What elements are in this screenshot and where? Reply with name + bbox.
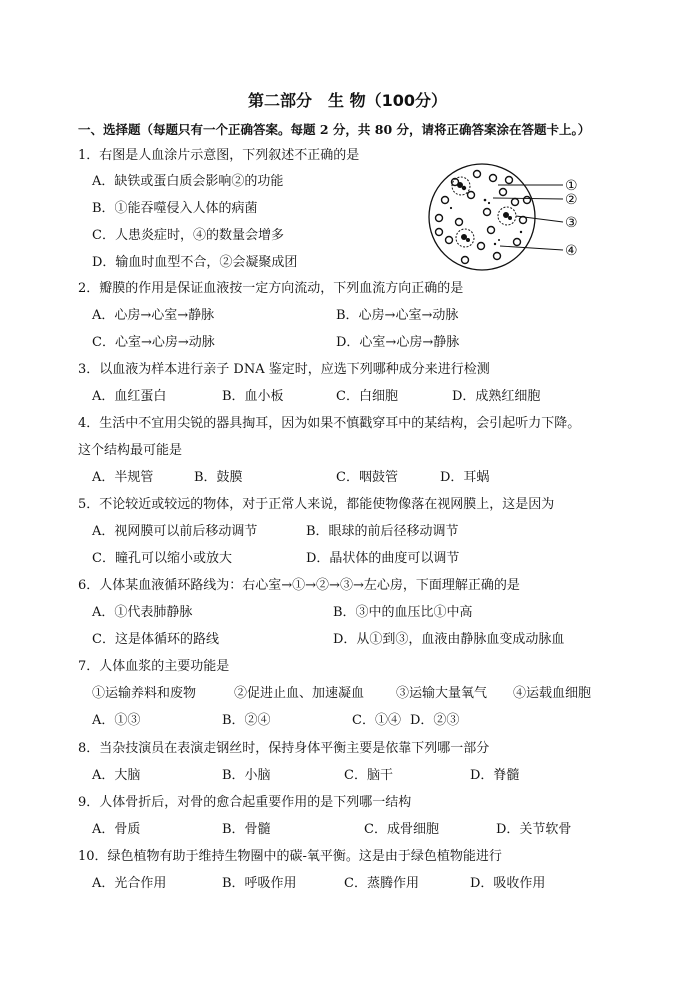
question-7-option-a: A．①③ [92, 713, 141, 728]
question-8-option-d: D．脊髓 [470, 768, 520, 783]
question-8-option-c: C．脑干 [344, 768, 393, 783]
question-10-option-a: A．光合作用 [92, 876, 167, 891]
figure-label-4: ④ [565, 243, 578, 259]
question-1-option-b: B．①能吞噬侵入人体的病菌 [92, 201, 258, 216]
figure-label-2: ② [565, 192, 578, 208]
question-9-option-a: A．骨质 [92, 822, 141, 837]
question-9-stem: 9．人体骨折后，对骨的愈合起重要作用的是下列哪一结构 [78, 795, 412, 810]
question-10-option-b: B．呼吸作用 [222, 876, 297, 891]
question-10-option-c: C．蒸腾作用 [344, 876, 419, 891]
question-7-item-1: ①运输养料和废物 [92, 686, 197, 701]
question-3-option-c: C．白细胞 [336, 389, 398, 404]
question-4-option-a: A．半规管 [92, 470, 154, 485]
question-7-option-b: B．②④ [222, 713, 271, 728]
question-3-option-b: B．血小板 [222, 389, 284, 404]
section-instructions: 一、选择题（每题只有一个正确答案。每题 2 分，共 80 分，请将正确答案涂在答题卡上。） [78, 122, 591, 137]
question-6-option-d: D．从①到③，血液由静脉血变成动脉血 [333, 632, 565, 647]
question-1-stem: 1．右图是人血涂片示意图，下列叙述不正确的是 [78, 148, 360, 163]
question-9-option-c: C．成骨细胞 [364, 822, 439, 837]
figure-label-1: ① [565, 178, 578, 194]
question-7-item-3: ③运输大量氧气 [396, 686, 488, 701]
question-6-option-c: C．这是体循环的路线 [92, 632, 219, 647]
question-4-option-d: D．耳蜗 [440, 470, 490, 485]
question-2-option-b: B．心房→心室→动脉 [336, 308, 459, 323]
question-5-option-b: B．眼球的前后径移动调节 [306, 524, 459, 539]
page-title: 第二部分 生 物（100分） [248, 91, 447, 110]
question-6-option-b: B．③中的血压比①中高 [333, 605, 473, 620]
question-10-stem: 10．绿色植物有助于维持生物圈中的碳-氧平衡。这是由于绿色植物能进行 [78, 849, 502, 864]
question-3-option-a: A．血红蛋白 [92, 389, 167, 404]
question-4-stem: 4．生活中不宜用尖锐的器具掏耳，因为如果不慎戳穿耳中的某结构，会引起听力下降。 [78, 416, 581, 431]
question-7-stem: 7．人体血浆的主要功能是 [78, 659, 230, 674]
question-4-stem-cont: 这个结构最可能是 [78, 443, 183, 458]
question-7-option-c: C．①④ [352, 713, 401, 728]
question-1-option-d: D．输血时血型不合，②会凝聚成团 [92, 255, 298, 270]
blood-smear-figure [425, 160, 590, 275]
question-6-stem: 6．人体某血液循环路线为：右心室→①→②→③→左心房，下面理解正确的是 [78, 578, 520, 593]
question-2-stem: 2．瓣膜的作用是保证血液按一定方向流动，下列血流方向正确的是 [78, 281, 464, 296]
question-8-option-b: B．小脑 [222, 768, 271, 783]
question-7-item-4: ④运载血细胞 [513, 686, 592, 701]
question-5-option-d: D．晶状体的曲度可以调节 [306, 551, 460, 566]
question-10-option-d: D．吸收作用 [470, 876, 546, 891]
question-6-option-a: A．①代表肺静脉 [92, 605, 193, 620]
question-4-option-b: B．鼓膜 [194, 470, 243, 485]
question-3-option-d: D．成熟红细胞 [452, 389, 541, 404]
question-3-stem: 3．以血液为样本进行亲子 DNA 鉴定时，应选下列哪种成分来进行检测 [78, 362, 490, 377]
question-2-option-c: C．心室→心房→动脉 [92, 335, 215, 350]
question-4-option-c: C．咽鼓管 [336, 470, 398, 485]
question-2-option-d: D．心室→心房→静脉 [336, 335, 460, 350]
question-1-option-c: C．人患炎症时，④的数量会增多 [92, 228, 284, 243]
question-9-option-d: D．关节软骨 [496, 822, 572, 837]
question-9-option-b: B．骨髓 [222, 822, 271, 837]
question-5-option-c: C．瞳孔可以缩小或放大 [92, 551, 232, 566]
question-2-option-a: A．心房→心室→静脉 [92, 308, 215, 323]
question-5-stem: 5．不论较近或较远的物体，对于正常人来说，都能使物像落在视网膜上，这是因为 [78, 497, 555, 512]
blood-smear-drawing [425, 160, 590, 275]
figure-label-3: ③ [565, 215, 578, 231]
question-7-option-d: D．②③ [410, 713, 460, 728]
question-8-option-a: A．大脑 [92, 768, 141, 783]
question-1-option-a: A．缺铁或蛋白质会影响②的功能 [92, 174, 284, 189]
question-7-item-2: ②促进止血、加速凝血 [234, 686, 365, 701]
question-8-stem: 8．当杂技演员在表演走钢丝时，保持身体平衡主要是依靠下列哪一部分 [78, 741, 490, 756]
question-5-option-a: A．视网膜可以前后移动调节 [92, 524, 258, 539]
